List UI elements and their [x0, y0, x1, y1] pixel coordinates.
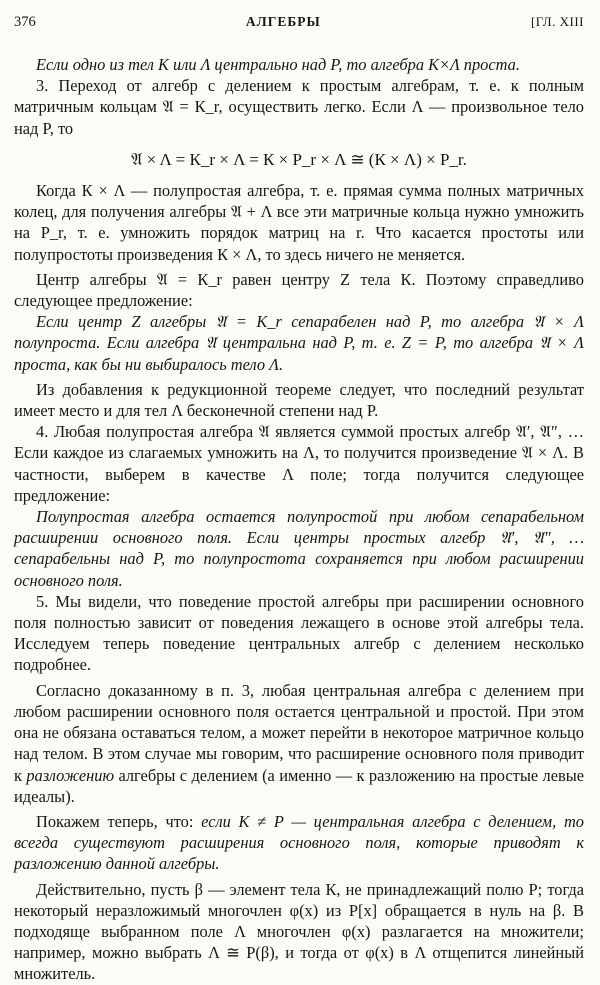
body-text: [14, 54, 584, 985]
page-number: 376: [14, 14, 36, 30]
paragraph-theorem-2: [14, 311, 584, 375]
claim-intro: Покажем теперь, что:: [36, 811, 202, 831]
paragraph-semisimple: Когда К × Λ — полупростая алгебра, т. е. прямая сумма полных матричных колец, для получения алгебры 𝔄 + Λ все эти матричные кольца нужно умножить на P_r, т. е. умножить порядок матриц на r. Что касается простоты или полупростоты произведения К × Λ, то здесь ничего не меняется.: [14, 181, 584, 264]
paragraph-section-3: 3. Переход от алгебр с делением к простым алгебрам, т. е. к полным матричным кольцам 𝔄 = К_r, осуществить легко. Если Λ — произвольное тело над P, то: [14, 76, 584, 138]
paragraph-theorem-1: [14, 54, 584, 75]
paragraph-section-5: 5. Мы видели, что поведение простой алгебры при расширении основного поля полностью зависит от поведения лежащего в основе этой алгебры тела. Исследуем теперь поведение центральных алгебр с делением несколько подробнее.: [14, 591, 584, 675]
theorem-1-text: Если одно из тел К или Λ центрально над P, то алгебра К×Λ проста.: [36, 55, 520, 74]
theorem-2-text: Если центр Z алгебры 𝔄 = К_r сепарабелен над P, то алгебра 𝔄 × Λ полупроста. Если алгебра 𝔄 центральна над P, т. е. Z = P, то алгебра 𝔄 × Λ проста, как бы ни выбиралось тело Λ.: [14, 312, 584, 374]
display-formula: 𝔄 × Λ = К_r × Λ = К × P_r × Λ ≅ (К × Λ) × P_r.: [131, 149, 467, 169]
claim-text: если К ≠ P — центральная алгебра с делением, то всегда существуют расширения основного поля, которые приводят к разложению данной алгебры.: [14, 811, 584, 874]
decomposition-emphasis: разложению: [26, 765, 115, 785]
paragraph-claim: [14, 811, 584, 875]
decomposition-text-a: Согласно доказанному в п. 3, любая центральная алгебра с делением при любом расширении основного поля остается центральной и простой. При этом она не обязана оставаться телом, а может перейти в некоторое матричное кольцо над телом. В этом случае мы говорим, что расширение основного поля приводит к: [14, 680, 584, 785]
paragraph-center: Центр алгебры 𝔄 = К_r равен центру Z тела К. Поэтому справедливо следующее предложение:: [14, 269, 584, 311]
chapter-label: [ГЛ. XIII: [530, 14, 584, 29]
paragraph-decomposition: [14, 680, 584, 807]
decomposition-text-c: алгебры с делением (а именно — к разложению на простые левые идеалы).: [14, 765, 584, 806]
paragraph-theorem-3: [14, 506, 584, 591]
paragraph-reduction: Из добавления к редукционной теореме следует, что последний результат имеет место и для тел Λ бесконечной степени над P.: [14, 379, 584, 421]
running-header: [14, 14, 584, 38]
running-title: АЛГЕБРЫ: [245, 14, 321, 29]
paragraph-section-4: 4. Любая полупростая алгебра 𝔄 является суммой простых алгебр 𝔄′, 𝔄″, … Если каждое из слагаемых умножить на Λ, то получится произведение 𝔄 × Λ. В частности, выберем в качестве Λ поле; тогда получится следующее предложение:: [14, 422, 584, 505]
theorem-3-text: Полупростая алгебра остается полупростой при любом сепарабельном расширении основного поля. Если центры простых алгебр 𝔄′, 𝔄″, … сепарабельны над P, то полупростота сохраняется при любом расширении основного поля.: [14, 507, 584, 590]
paragraph-proof: Действительно, пусть β — элемент тела К, не принадлежащий полю P; тогда некоторый неразложимый многочлен φ(x) из P[x] обращается в нуль на β. В подходяще выбранном поле Λ многочлен φ(x) разлагается на множители; например, можно выбрать Λ ≅ P(β), и тогда от φ(x) в Λ отщепится линейный множитель.: [14, 879, 584, 984]
